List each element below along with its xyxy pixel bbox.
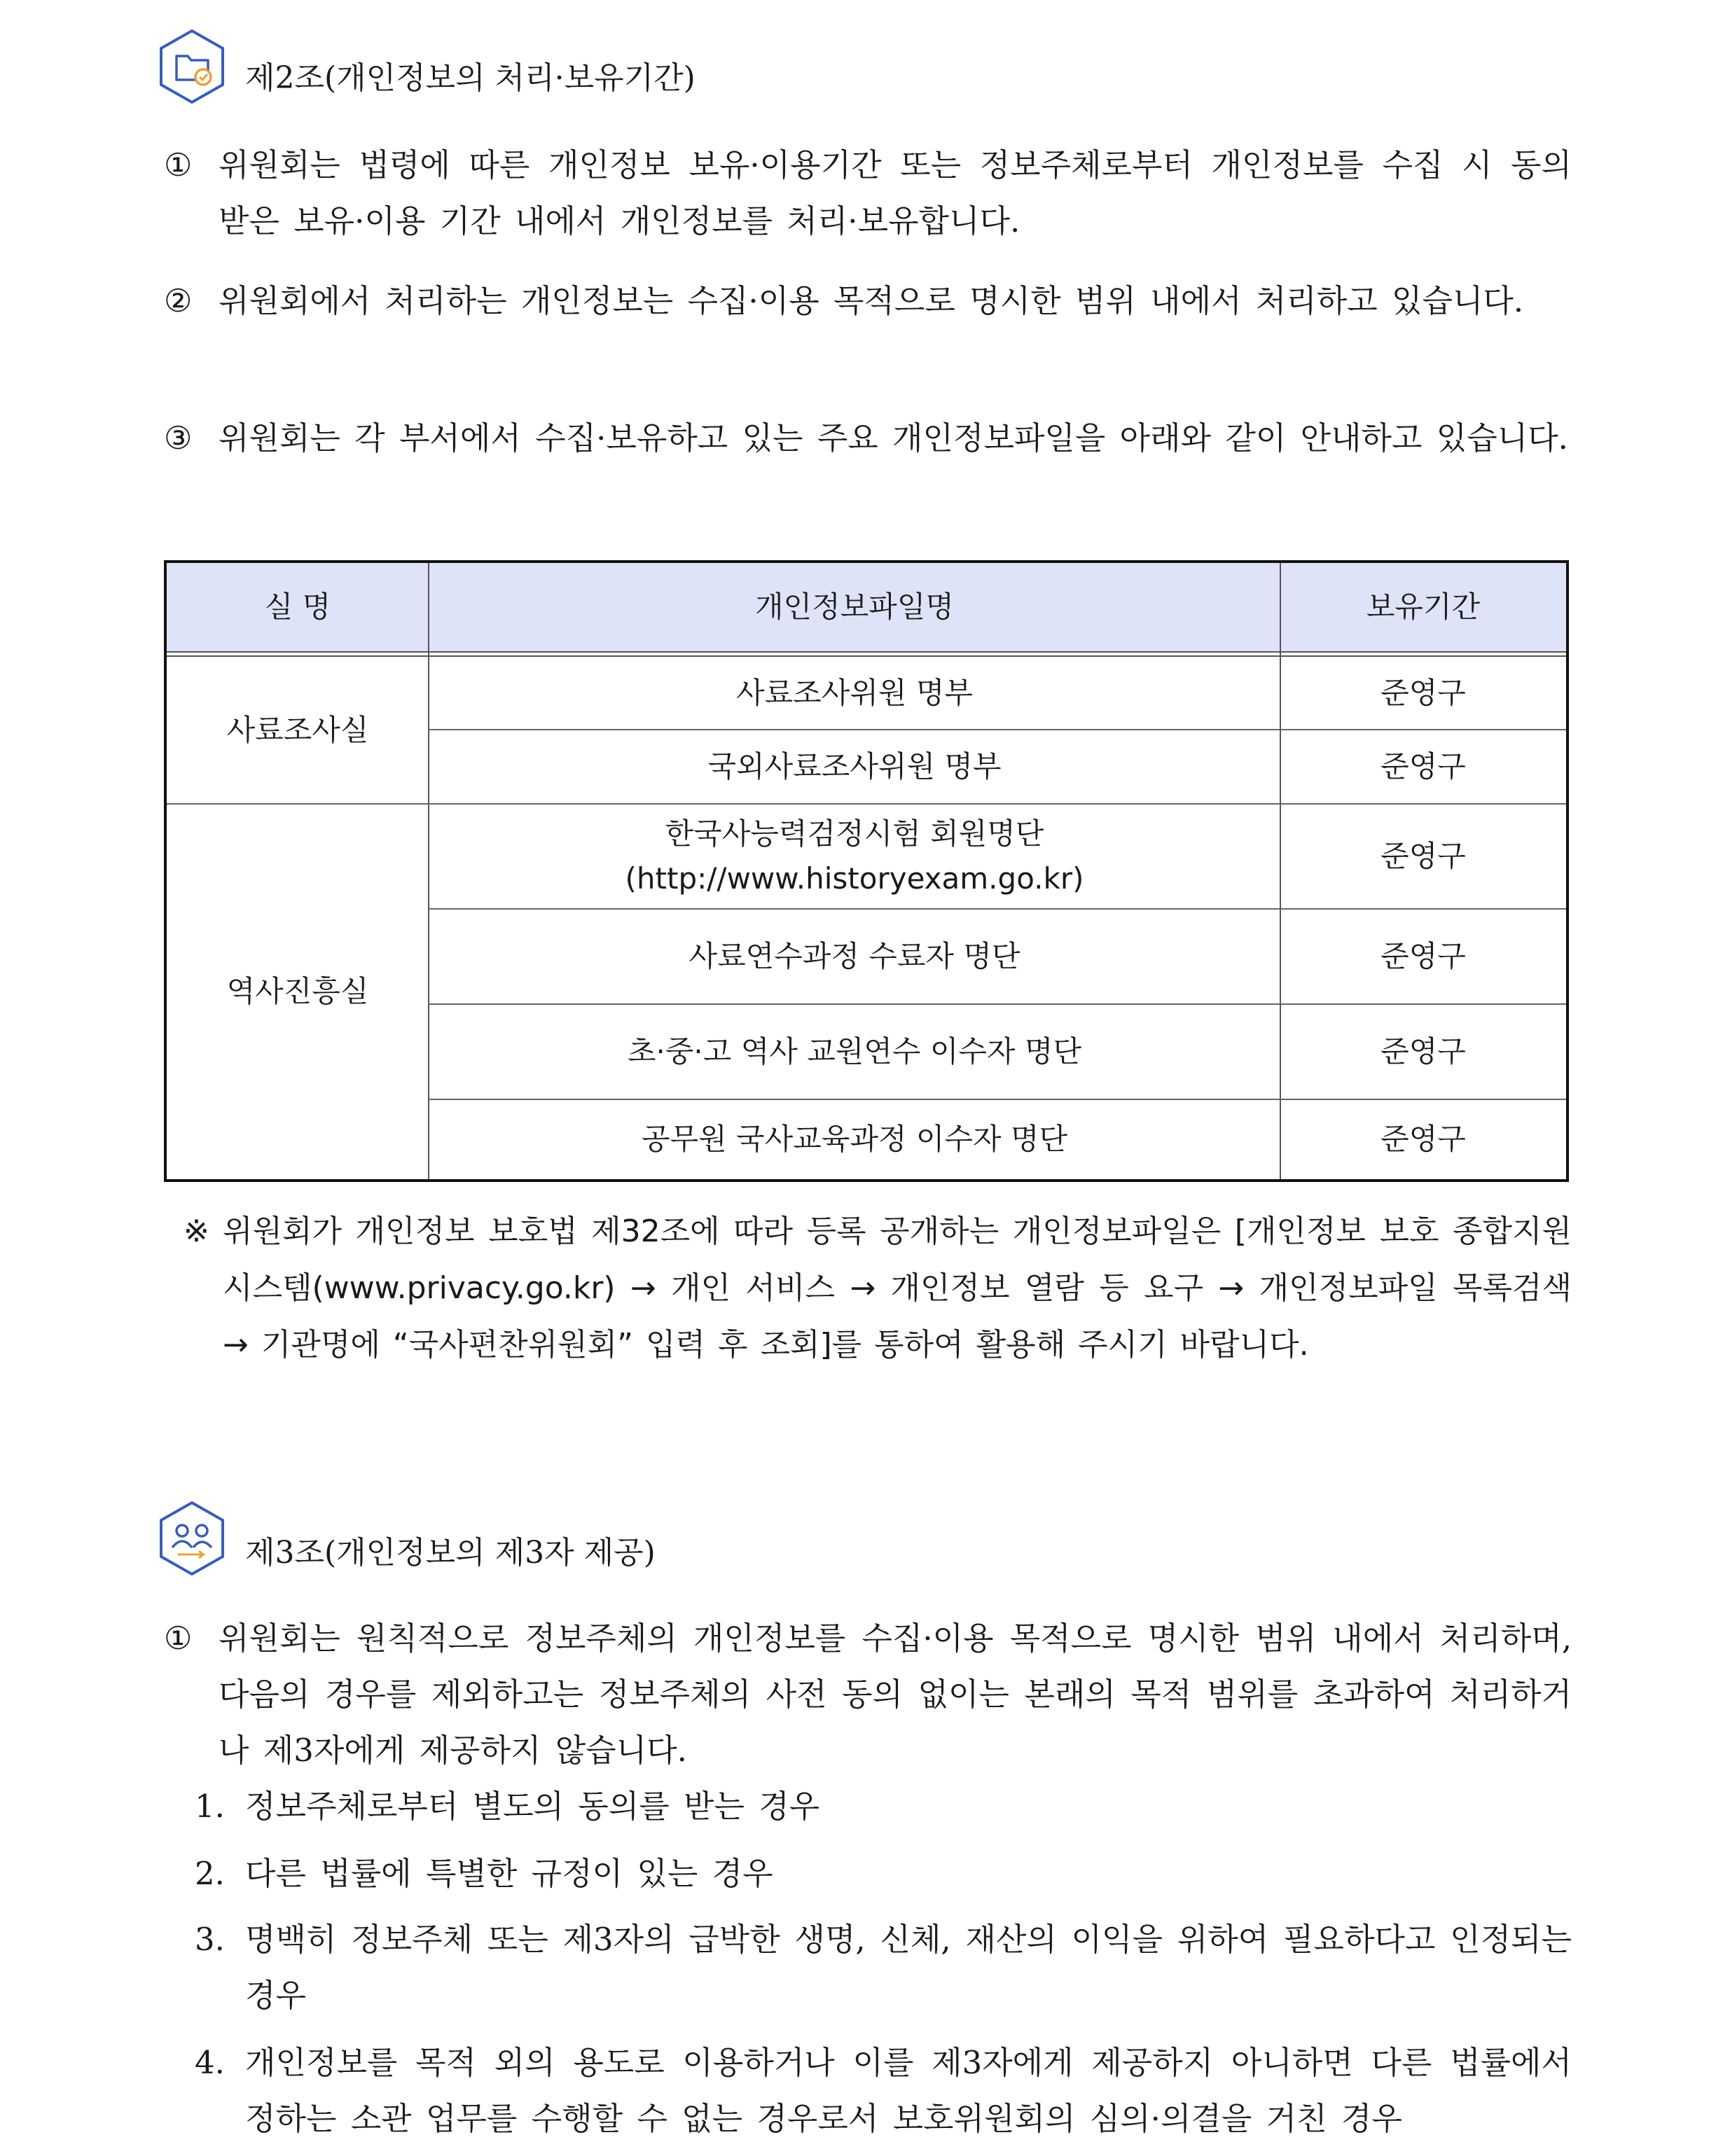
paragraph-text: 위원회는 법령에 따른 개인정보 보유·이용기간 또는 정보주체로부터 개인정보를 수집 시 동의 받은 보유·이용 기간 내에서 개인정보를 처리·보유합니다. (219, 146, 1572, 239)
list-item (195, 1779, 1572, 1835)
table-header-room: 실 명 (167, 563, 429, 651)
paragraph-text: 위원회는 원칙적으로 정보주체의 개인정보를 수집·이용 목적으로 명시한 범위 내에서 처리하며, 다음의 경우를 제외하고는 정보주체의 사전 동의 없이는 본래의 목적 범위를 초과하여 처리하거나 제3자에게 제공하지 않습니다. (219, 1620, 1572, 1769)
table-cell-period: 준영구 (1380, 939, 1466, 973)
file-url-line: (http://www.historyexam.go.kr) (625, 861, 1084, 896)
list-number: 3. (195, 1921, 225, 1958)
list-item (195, 1912, 1572, 2024)
note-mark: ※ (184, 1213, 209, 1249)
list-number: 1. (195, 1788, 225, 1825)
people-share-icon (157, 1500, 227, 1577)
table-room-cell: 역사진흥실 (226, 974, 369, 1008)
folder-check-icon (157, 28, 227, 105)
section2-paragraph-1 (164, 137, 1572, 249)
table-cell-period: 준영구 (1380, 676, 1466, 710)
table-cell-filename: 공무원 국사교육과정 이수자 명단 (641, 1122, 1068, 1156)
paragraph-number: ① (164, 146, 193, 183)
table-cell-filename: 사료조사위원 명부 (736, 676, 973, 710)
table-header-period: 보유기간 (1280, 563, 1566, 651)
table-cell-filename (429, 804, 1280, 909)
table-cell-filename: 국외사료조사위원 명부 (707, 749, 1002, 784)
list-number: 4. (195, 2044, 225, 2081)
section2-note (184, 1203, 1572, 1373)
paragraph-text: 위원회는 각 부서에서 수집·보유하고 있는 주요 개인정보파일을 아래와 같이 안내하고 있습니다. (219, 419, 1568, 457)
section3-title: 제3조(개인정보의 제3자 제공) (245, 1535, 656, 1571)
table-room-cell: 사료조사실 (226, 713, 369, 747)
file-name-line: 한국사능력검정시험 회원명단 (665, 816, 1044, 851)
list-text: 명백히 정보주체 또는 제3자의 급박한 생명, 신체, 재산의 이익을 위하여 필요하다고 인정되는 경우 (245, 1921, 1572, 2014)
table-cell-filename: 초·중·고 역사 교원연수 이수자 명단 (627, 1034, 1082, 1069)
list-text: 다른 법률에 특별한 규정이 있는 경우 (245, 1855, 773, 1892)
paragraph-text: 위원회에서 처리하는 개인정보는 수집·이용 목적으로 명시한 범위 내에서 처리하고 있습니다. (219, 282, 1524, 319)
paragraph-number: ③ (164, 419, 193, 457)
list-text: 개인정보를 목적 외의 용도로 이용하거나 이를 제3자에게 제공하지 아니하면 다른 법률에서 정하는 소관 업무를 수행할 수 없는 경우로서 보호위원회의 심의·의결을 거친 경우 (245, 2044, 1572, 2137)
section2-paragraph-3 (164, 410, 1572, 466)
note-text: 위원회가 개인정보 보호법 제32조에 따라 등록 공개하는 개인정보파일은 [개인정보 보호 종합지원 시스템(www.privacy.go.kr) → 개인 서비스 → 개인정보 열람 등 요구 → 개인정보파일 목록검색 → 기관명에 “국사편찬위원회” 입력 후 조회]를 통하여 활용해 주시기 바랍니다. (223, 1213, 1572, 1363)
section3-paragraph-1 (164, 1611, 1572, 1779)
section2-paragraph-2 (164, 273, 1572, 329)
table-cell-period: 준영구 (1380, 749, 1466, 784)
section2-title: 제2조(개인정보의 처리·보유기간) (245, 60, 696, 96)
list-text: 정보주체로부터 별도의 동의를 받는 경우 (245, 1788, 820, 1825)
list-item (195, 1846, 1572, 1902)
privacy-file-table (164, 560, 1569, 1182)
table-cell-period: 준영구 (1380, 1122, 1466, 1156)
list-number: 2. (195, 1855, 225, 1892)
table-header-filename: 개인정보파일명 (429, 563, 1280, 651)
list-item (195, 2035, 1572, 2147)
paragraph-number: ② (164, 282, 193, 319)
table-cell-period: 준영구 (1380, 1034, 1466, 1069)
table-cell-filename: 사료연수과정 수료자 명단 (688, 939, 1020, 973)
table-cell-period: 준영구 (1380, 839, 1466, 873)
paragraph-number: ① (164, 1620, 193, 1657)
